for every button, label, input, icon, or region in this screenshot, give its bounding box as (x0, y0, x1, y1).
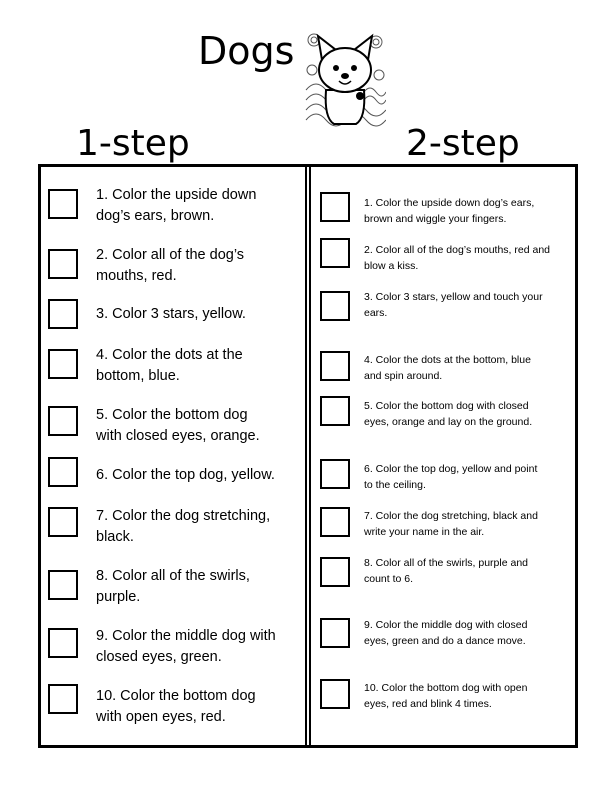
checkbox[interactable] (48, 349, 78, 379)
checkbox[interactable] (48, 249, 78, 279)
checkbox[interactable] (320, 557, 350, 587)
step-text: 2. Color all of the dog’s mouths, red. (96, 247, 245, 284)
checkbox[interactable] (48, 406, 78, 436)
checkbox[interactable] (48, 189, 78, 219)
step-text: 10. Color the bottom dog with open eyes, red. (96, 688, 256, 725)
checkbox[interactable] (320, 238, 350, 268)
checkbox[interactable] (320, 459, 350, 489)
checkbox[interactable] (320, 192, 350, 222)
step-text: 9. Color the middle dog with closed eyes, green and do a dance move. (364, 619, 528, 647)
checkbox[interactable] (48, 299, 78, 329)
checkbox[interactable] (320, 291, 350, 321)
step-text: 6. Color the top dog, yellow and point to the ceiling. (364, 463, 538, 491)
checkbox[interactable] (48, 684, 78, 714)
step-text: 5. Color the bottom dog with closed eyes, orange and lay on the ground. (364, 400, 533, 428)
checkbox[interactable] (48, 570, 78, 600)
step-text: 6. Color the top dog, yellow. (96, 467, 275, 483)
step-text: 3. Color 3 stars, yellow and touch your ears. (364, 291, 543, 319)
step-text: 8. Color all of the swirls, purple and count to 6. (364, 557, 528, 585)
checkbox[interactable] (320, 679, 350, 709)
checkbox[interactable] (320, 351, 350, 381)
column-heading-1-step: 1-step (76, 123, 190, 164)
step-text: 8. Color all of the swirls, purple. (96, 568, 250, 605)
step-text: 7. Color the dog stretching, black. (96, 508, 271, 545)
step-text: 10. Color the bottom dog with open eyes, red and blink 4 times. (364, 682, 528, 710)
step-text: 2. Color all of the dog’s mouths, red and blow a kiss. (364, 244, 551, 272)
checkbox[interactable] (48, 457, 78, 487)
column-heading-2-step: 2-step (406, 123, 520, 164)
checkbox[interactable] (320, 396, 350, 426)
step-text: 1. Color the upside down dog’s ears, brown. (96, 187, 257, 224)
step-text: 3. Color 3 stars, yellow. (96, 306, 246, 322)
step-text: 5. Color the bottom dog with closed eyes, orange. (96, 407, 260, 444)
column-divider (305, 166, 311, 746)
cartoon-dog-mandala-icon (304, 30, 386, 128)
page-title: Dogs (198, 29, 295, 73)
step-text: 1. Color the upside down dog’s ears, brown and wiggle your fingers. (364, 197, 535, 225)
checkbox[interactable] (320, 507, 350, 537)
checkbox[interactable] (48, 628, 78, 658)
step-text: 9. Color the middle dog with closed eyes, green. (96, 628, 276, 665)
step-text: 4. Color the dots at the bottom, blue. (96, 347, 243, 384)
step-text: 7. Color the dog stretching, black and write your name in the air. (364, 510, 538, 538)
step-text: 4. Color the dots at the bottom, blue and spin around. (364, 354, 531, 382)
checkbox[interactable] (48, 507, 78, 537)
checkbox[interactable] (320, 618, 350, 648)
